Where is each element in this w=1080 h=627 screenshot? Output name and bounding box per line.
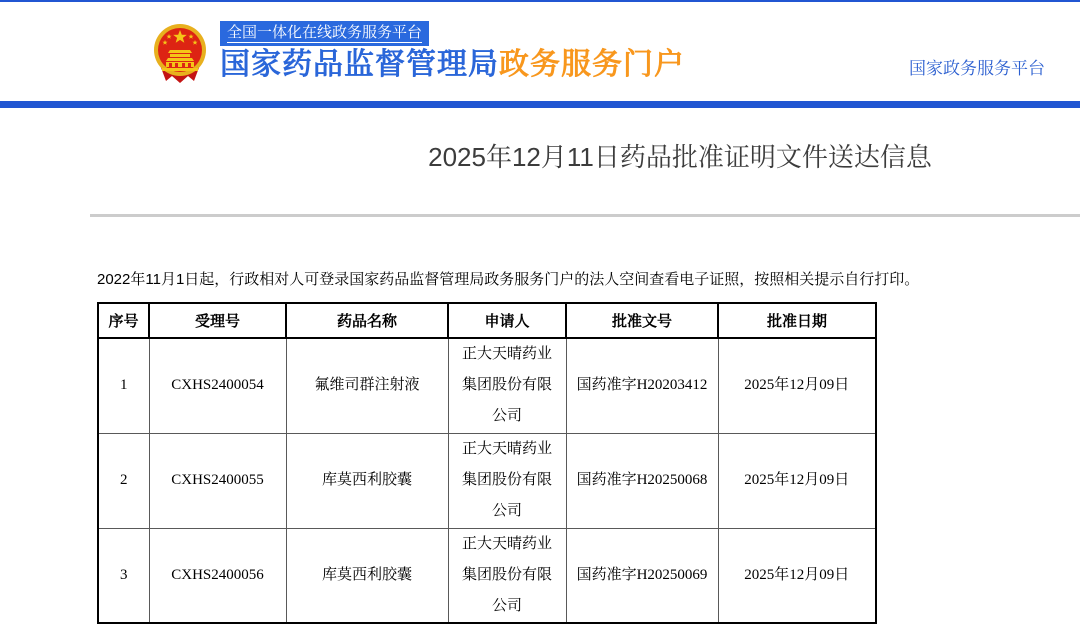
- header-divider-bar: [0, 101, 1080, 108]
- table-header-row: [98, 303, 876, 338]
- site-title-primary: 国家药品监督管理局: [220, 48, 499, 81]
- table-cell: CXHS2400054: [149, 338, 286, 433]
- table-cell: 国药准字H20250068: [566, 433, 718, 528]
- column-header: 受理号: [149, 303, 286, 338]
- applicant-cell-text: 正大天晴药业集团股份有限公司: [461, 535, 552, 614]
- site-brand[interactable]: [152, 19, 685, 85]
- table-cell: 库莫西利胶囊: [286, 433, 448, 528]
- table-row: [98, 528, 876, 623]
- table-row: [98, 338, 876, 433]
- table-row: [98, 433, 876, 528]
- approval-table: [97, 302, 877, 624]
- table-cell: CXHS2400056: [149, 528, 286, 623]
- table-cell: 2: [98, 433, 149, 528]
- page-title: 2025年12月11日药品批准证明文件送达信息: [428, 142, 932, 172]
- site-header: [0, 2, 1080, 101]
- column-header: 药品名称: [286, 303, 448, 338]
- table-cell: 3: [98, 528, 149, 623]
- site-title: [220, 48, 685, 82]
- platform-badge-label: 全国一体化在线政务服务平台: [227, 24, 423, 41]
- national-gov-platform-link[interactable]: 国家政务服务平台: [909, 59, 1045, 78]
- table-cell: 1: [98, 338, 149, 433]
- title-divider: [90, 214, 1080, 217]
- table-cell: 国药准字H20203412: [566, 338, 718, 433]
- applicant-cell-text: 正大天晴药业集团股份有限公司: [461, 346, 552, 425]
- table-cell: 库莫西利胶囊: [286, 528, 448, 623]
- table-cell: 氟维司群注射液: [286, 338, 448, 433]
- table-cell: 2025年12月09日: [718, 528, 876, 623]
- table-cell: [448, 433, 566, 528]
- applicant-cell-text: 正大天晴药业集团股份有限公司: [461, 441, 552, 519]
- column-header: 申请人: [448, 303, 566, 338]
- table-cell: [448, 528, 566, 623]
- column-header: 批准日期: [718, 303, 876, 338]
- column-header: 序号: [98, 303, 149, 338]
- main-content: [90, 142, 1080, 624]
- table-body: [98, 338, 876, 623]
- platform-badge: [220, 21, 429, 46]
- table-cell: 2025年12月09日: [718, 338, 876, 433]
- notice-text: 2022年11月1日起，行政相对人可登录国家药品监督管理局政务服务门户的法人空间查看电子证照，按照相关提示自行打印。: [97, 271, 920, 288]
- brand-text: [220, 21, 685, 82]
- table-cell: [448, 338, 566, 433]
- column-header: 批准文号: [566, 303, 718, 338]
- national-emblem-icon: [152, 21, 208, 85]
- table-cell: 国药准字H20250069: [566, 528, 718, 623]
- table-cell: CXHS2400055: [149, 433, 286, 528]
- site-title-accent: 政务服务门户: [499, 48, 685, 81]
- table-cell: 2025年12月09日: [718, 433, 876, 528]
